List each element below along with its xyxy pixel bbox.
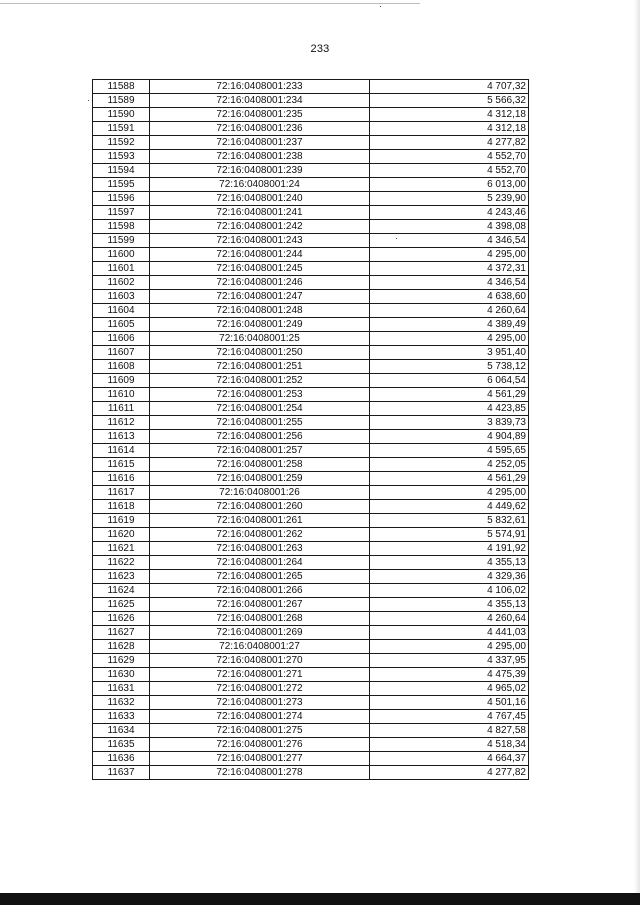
cadastral-value-cell: 4 277,82 <box>370 136 529 150</box>
row-number-cell: 11601 <box>93 262 150 276</box>
table-row <box>93 178 529 192</box>
cadastral-value-cell: 4 904,89 <box>370 430 529 444</box>
cadastral-number-cell: 72:16:0408001:271 <box>150 668 370 682</box>
table-row <box>93 94 529 108</box>
cadastral-number-cell: 72:16:0408001:237 <box>150 136 370 150</box>
row-number-cell: 11604 <box>93 304 150 318</box>
table-row <box>93 598 529 612</box>
cadastral-value-cell: 5 832,61 <box>370 514 529 528</box>
row-number-cell: 11611 <box>93 402 150 416</box>
cadastral-value-cell: 6 013,00 <box>370 178 529 192</box>
table-row <box>93 164 529 178</box>
cadastral-number-cell: 72:16:0408001:266 <box>150 584 370 598</box>
cadastral-value-cell: 3 951,40 <box>370 346 529 360</box>
row-number-cell: 11631 <box>93 682 150 696</box>
table-row <box>93 570 529 584</box>
cadastral-value-cell: 4 561,29 <box>370 472 529 486</box>
table-row <box>93 234 529 248</box>
cadastral-number-cell: 72:16:0408001:26 <box>150 486 370 500</box>
cadastral-value-cell: 4 767,45 <box>370 710 529 724</box>
cadastral-value-cell: 5 566,32 <box>370 94 529 108</box>
cadastral-number-cell: 72:16:0408001:241 <box>150 206 370 220</box>
cadastral-number-cell: 72:16:0408001:249 <box>150 318 370 332</box>
table-row <box>93 290 529 304</box>
row-number-cell: 11615 <box>93 458 150 472</box>
table-row <box>93 696 529 710</box>
cadastral-value-cell: 4 295,00 <box>370 486 529 500</box>
row-number-cell: 11606 <box>93 332 150 346</box>
table-row <box>93 528 529 542</box>
cadastral-value-cell: 4 329,36 <box>370 570 529 584</box>
scan-artifact-top <box>0 3 420 4</box>
cadastral-value-cell: 4 561,29 <box>370 388 529 402</box>
table-row <box>93 136 529 150</box>
cadastral-number-cell: 72:16:0408001:255 <box>150 416 370 430</box>
cadastral-value-cell: 4 312,18 <box>370 108 529 122</box>
cadastral-number-cell: 72:16:0408001:274 <box>150 710 370 724</box>
cadastral-number-cell: 72:16:0408001:250 <box>150 346 370 360</box>
row-number-cell: 11620 <box>93 528 150 542</box>
row-number-cell: 11590 <box>93 108 150 122</box>
cadastral-value-cell: 4 552,70 <box>370 164 529 178</box>
cadastral-number-cell: 72:16:0408001:248 <box>150 304 370 318</box>
row-number-cell: 11613 <box>93 430 150 444</box>
cadastral-number-cell: 72:16:0408001:257 <box>150 444 370 458</box>
table-row <box>93 584 529 598</box>
row-number-cell: 11605 <box>93 318 150 332</box>
row-number-cell: 11591 <box>93 122 150 136</box>
table-row <box>93 766 529 780</box>
row-number-cell: 11629 <box>93 654 150 668</box>
cadastral-number-cell: 72:16:0408001:275 <box>150 724 370 738</box>
cadastral-value-cell: 4 191,92 <box>370 542 529 556</box>
row-number-cell: 11588 <box>93 80 150 94</box>
cadastral-value-cell: 4 475,39 <box>370 668 529 682</box>
cadastral-number-cell: 72:16:0408001:272 <box>150 682 370 696</box>
table-row <box>93 472 529 486</box>
table-row <box>93 682 529 696</box>
row-number-cell: 11596 <box>93 192 150 206</box>
cadastral-value-cell: 4 638,60 <box>370 290 529 304</box>
cadastral-value-cell: 5 239,90 <box>370 192 529 206</box>
cadastral-value-cell: 4 449,62 <box>370 500 529 514</box>
row-number-cell: 11630 <box>93 668 150 682</box>
row-number-cell: 11622 <box>93 556 150 570</box>
table-row <box>93 262 529 276</box>
row-number-cell: 11607 <box>93 346 150 360</box>
cadastral-number-cell: 72:16:0408001:252 <box>150 374 370 388</box>
cadastral-number-cell: 72:16:0408001:270 <box>150 654 370 668</box>
cadastral-value-cell: 5 574,91 <box>370 528 529 542</box>
page-number: 233 <box>310 43 330 55</box>
cadastral-number-cell: 72:16:0408001:254 <box>150 402 370 416</box>
cadastral-value-cell: 4 518,34 <box>370 738 529 752</box>
cadastral-number-cell: 72:16:0408001:242 <box>150 220 370 234</box>
cadastral-number-cell: 72:16:0408001:253 <box>150 388 370 402</box>
row-number-cell: 11628 <box>93 640 150 654</box>
cadastral-number-cell: 72:16:0408001:258 <box>150 458 370 472</box>
row-number-cell: 11597 <box>93 206 150 220</box>
cadastral-value-cell: 4 398,08 <box>370 220 529 234</box>
cadastral-number-cell: 72:16:0408001:234 <box>150 94 370 108</box>
table-row <box>93 248 529 262</box>
cadastral-number-cell: 72:16:0408001:25 <box>150 332 370 346</box>
row-number-cell: 11621 <box>93 542 150 556</box>
row-number-cell: 11625 <box>93 598 150 612</box>
cadastral-number-cell: 72:16:0408001:247 <box>150 290 370 304</box>
cadastral-number-cell: 72:16:0408001:277 <box>150 752 370 766</box>
row-number-cell: 11618 <box>93 500 150 514</box>
row-number-cell: 11636 <box>93 752 150 766</box>
cadastral-number-cell: 72:16:0408001:251 <box>150 360 370 374</box>
row-number-cell: 11619 <box>93 514 150 528</box>
cadastral-number-cell: 72:16:0408001:233 <box>150 80 370 94</box>
table-body <box>93 80 529 780</box>
cadastral-value-cell: 4 312,18 <box>370 122 529 136</box>
row-number-cell: 11637 <box>93 766 150 780</box>
table-row <box>93 122 529 136</box>
cadastral-value-cell: 6 064,54 <box>370 374 529 388</box>
cadastral-value-cell: 4 295,00 <box>370 640 529 654</box>
table-row <box>93 514 529 528</box>
table-row <box>93 150 529 164</box>
table-row <box>93 430 529 444</box>
row-number-cell: 11609 <box>93 374 150 388</box>
table-row <box>93 304 529 318</box>
cadastral-value-cell: 4 501,16 <box>370 696 529 710</box>
row-number-cell: 11593 <box>93 150 150 164</box>
table-row <box>93 500 529 514</box>
cadastral-number-cell: 72:16:0408001:265 <box>150 570 370 584</box>
table-row <box>93 374 529 388</box>
table-row <box>93 724 529 738</box>
row-number-cell: 11627 <box>93 626 150 640</box>
row-number-cell: 11603 <box>93 290 150 304</box>
cadastral-number-cell: 72:16:0408001:264 <box>150 556 370 570</box>
cadastral-value-cell: 3 839,73 <box>370 416 529 430</box>
row-number-cell: 11589 <box>93 94 150 108</box>
table-row <box>93 486 529 500</box>
cadastral-value-cell: 4 355,13 <box>370 598 529 612</box>
table-row <box>93 206 529 220</box>
scan-speck <box>380 6 381 7</box>
table-row <box>93 346 529 360</box>
row-number-cell: 11599 <box>93 234 150 248</box>
cadastral-number-cell: 72:16:0408001:243 <box>150 234 370 248</box>
cadastral-value-cell: 4 295,00 <box>370 248 529 262</box>
table-row <box>93 710 529 724</box>
table-row <box>93 626 529 640</box>
cadastral-value-cell: 4 337,95 <box>370 654 529 668</box>
cadastral-value-cell: 4 664,37 <box>370 752 529 766</box>
cadastral-value-cell: 4 277,82 <box>370 766 529 780</box>
table-row <box>93 220 529 234</box>
cadastral-number-cell: 72:16:0408001:269 <box>150 626 370 640</box>
row-number-cell: 11634 <box>93 724 150 738</box>
cadastral-number-cell: 72:16:0408001:235 <box>150 108 370 122</box>
table-row <box>93 654 529 668</box>
table-row <box>93 640 529 654</box>
table-row <box>93 444 529 458</box>
row-number-cell: 11594 <box>93 164 150 178</box>
cadastral-value-cell: 5 738,12 <box>370 360 529 374</box>
row-number-cell: 11598 <box>93 220 150 234</box>
table-row <box>93 402 529 416</box>
cadastral-value-cell: 4 965,02 <box>370 682 529 696</box>
cadastral-number-cell: 72:16:0408001:260 <box>150 500 370 514</box>
row-number-cell: 11623 <box>93 570 150 584</box>
cadastral-number-cell: 72:16:0408001:24 <box>150 178 370 192</box>
cadastral-value-cell: 4 243,46 <box>370 206 529 220</box>
table-row <box>93 108 529 122</box>
scan-speck <box>88 100 89 101</box>
row-number-cell: 11614 <box>93 444 150 458</box>
cadastral-value-cell: 4 595,65 <box>370 444 529 458</box>
cadastral-value-cell: 4 389,49 <box>370 318 529 332</box>
table-row <box>93 668 529 682</box>
cadastral-number-cell: 72:16:0408001:246 <box>150 276 370 290</box>
cadastral-number-cell: 72:16:0408001:245 <box>150 262 370 276</box>
cadastral-number-cell: 72:16:0408001:273 <box>150 696 370 710</box>
table-row <box>93 80 529 94</box>
row-number-cell: 11610 <box>93 388 150 402</box>
table-row <box>93 276 529 290</box>
cadastral-number-cell: 72:16:0408001:239 <box>150 164 370 178</box>
cadastral-number-cell: 72:16:0408001:236 <box>150 122 370 136</box>
table-row <box>93 192 529 206</box>
scan-artifact-right-edge <box>634 0 640 905</box>
table-row <box>93 542 529 556</box>
cadastral-number-cell: 72:16:0408001:244 <box>150 248 370 262</box>
cadastral-number-cell: 72:16:0408001:27 <box>150 640 370 654</box>
cadastral-value-cell: 4 707,32 <box>370 80 529 94</box>
table-row <box>93 388 529 402</box>
cadastral-value-cell: 4 252,05 <box>370 458 529 472</box>
cadastral-number-cell: 72:16:0408001:238 <box>150 150 370 164</box>
table-row <box>93 752 529 766</box>
row-number-cell: 11626 <box>93 612 150 626</box>
cadastral-value-cell: 4 346,54 <box>370 234 529 248</box>
cadastral-number-cell: 72:16:0408001:262 <box>150 528 370 542</box>
table-row <box>93 556 529 570</box>
row-number-cell: 11612 <box>93 416 150 430</box>
row-number-cell: 11592 <box>93 136 150 150</box>
cadastral-number-cell: 72:16:0408001:278 <box>150 766 370 780</box>
row-number-cell: 11595 <box>93 178 150 192</box>
cadastral-value-table <box>92 79 529 780</box>
row-number-cell: 11632 <box>93 696 150 710</box>
row-number-cell: 11602 <box>93 276 150 290</box>
cadastral-value-cell: 4 106,02 <box>370 584 529 598</box>
row-number-cell: 11617 <box>93 486 150 500</box>
cadastral-value-cell: 4 827,58 <box>370 724 529 738</box>
cadastral-value-cell: 4 260,64 <box>370 304 529 318</box>
table-row <box>93 332 529 346</box>
table-row <box>93 416 529 430</box>
table-row <box>93 318 529 332</box>
cadastral-value-cell: 4 372,31 <box>370 262 529 276</box>
table-row <box>93 612 529 626</box>
cadastral-value-cell: 4 355,13 <box>370 556 529 570</box>
row-number-cell: 11624 <box>93 584 150 598</box>
row-number-cell: 11635 <box>93 738 150 752</box>
cadastral-number-cell: 72:16:0408001:256 <box>150 430 370 444</box>
row-number-cell: 11616 <box>93 472 150 486</box>
row-number-cell: 11633 <box>93 710 150 724</box>
cadastral-number-cell: 72:16:0408001:267 <box>150 598 370 612</box>
table-row <box>93 458 529 472</box>
cadastral-value-cell: 4 441,03 <box>370 626 529 640</box>
scan-artifact-bottom <box>0 893 640 905</box>
table-row <box>93 360 529 374</box>
cadastral-value-cell: 4 295,00 <box>370 332 529 346</box>
cadastral-value-cell: 4 260,64 <box>370 612 529 626</box>
cadastral-number-cell: 72:16:0408001:240 <box>150 192 370 206</box>
row-number-cell: 11600 <box>93 248 150 262</box>
cadastral-number-cell: 72:16:0408001:276 <box>150 738 370 752</box>
cadastral-number-cell: 72:16:0408001:259 <box>150 472 370 486</box>
cadastral-number-cell: 72:16:0408001:261 <box>150 514 370 528</box>
cadastral-value-cell: 4 423,85 <box>370 402 529 416</box>
cadastral-number-cell: 72:16:0408001:268 <box>150 612 370 626</box>
cadastral-number-cell: 72:16:0408001:263 <box>150 542 370 556</box>
row-number-cell: 11608 <box>93 360 150 374</box>
cadastral-value-cell: 4 346,54 <box>370 276 529 290</box>
table-row <box>93 738 529 752</box>
cadastral-value-cell: 4 552,70 <box>370 150 529 164</box>
